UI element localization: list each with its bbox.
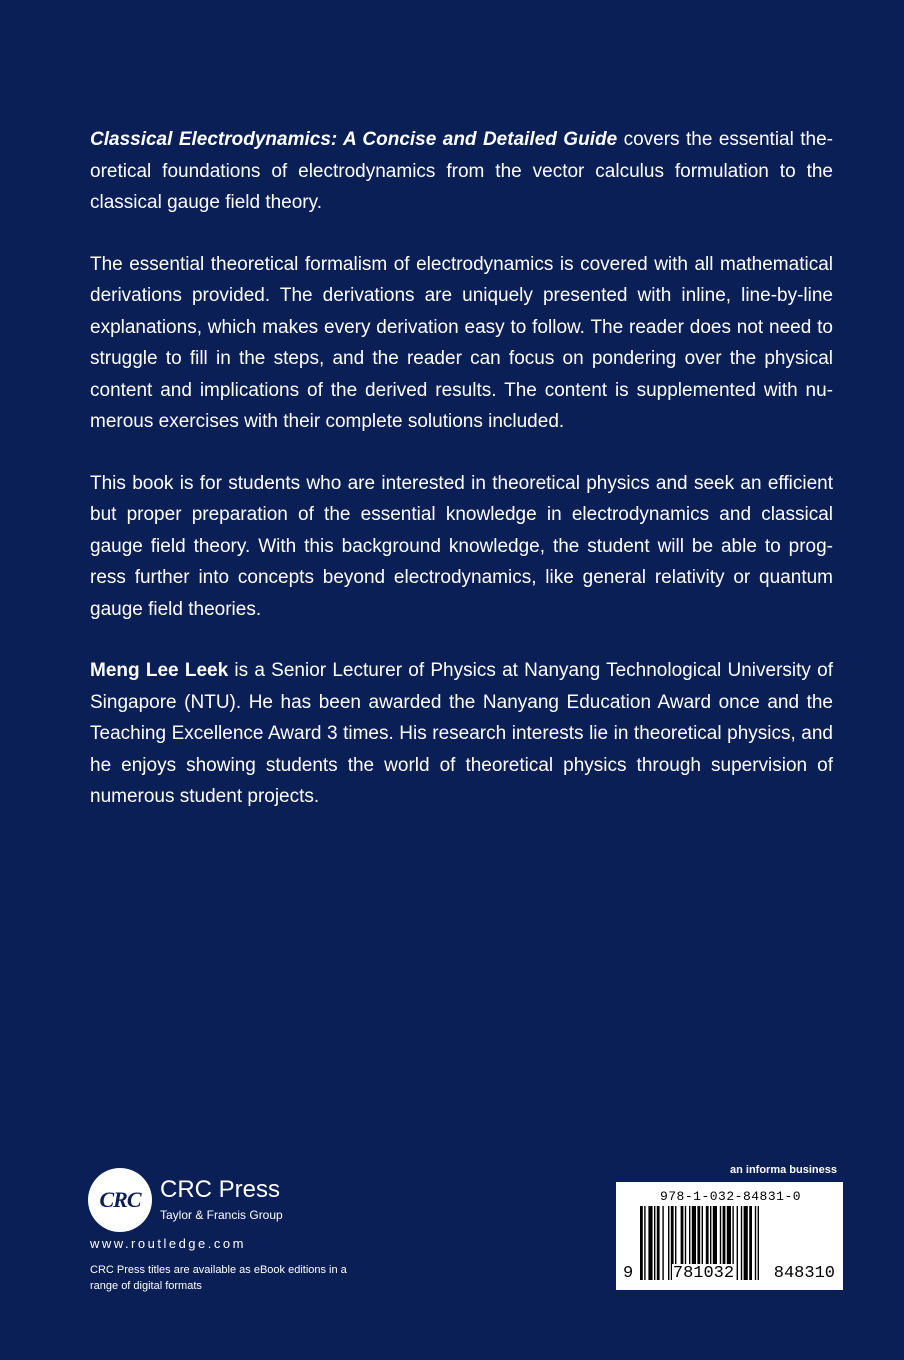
informa-tagline: an informa business: [730, 1164, 837, 1176]
isbn-number: 978-1-032-84831-0: [659, 1189, 802, 1204]
author-bio: [90, 655, 833, 813]
barcode-digits: [622, 1264, 836, 1283]
blurb-paragraph-1: [90, 124, 833, 219]
ebook-note: CRC Press titles are available as eBook editions in a range of digital formats: [90, 1264, 347, 1292]
blurb-paragraph-1-text: covers the essential the-oretical foundations of electrodynamics from the vector calculus formulation to the classical gauge field theory.: [90, 129, 833, 213]
publisher-name: CRC Press: [160, 1176, 281, 1203]
barcode-digits-left: 781032: [672, 1264, 735, 1283]
isbn-barcode: [616, 1182, 843, 1290]
barcode-digit-prefix: 9: [623, 1264, 634, 1283]
publisher-group: Taylor & Francis Group: [160, 1208, 283, 1222]
publisher-website: www.routledge.com: [90, 1236, 246, 1251]
barcode-digits-right: 848310: [773, 1264, 835, 1283]
author-bio-text: is a Senior Lecturer of Physics at Nanyang Technological University of Singapore (NTU). He has been awarded the Nanyang Education Award once and the Teaching Excellence Award 3 times. His research interests lie in theoretical physics, and he enjoys showing students the world of theoretical physics through supervision of numerous student projects.: [90, 660, 833, 807]
crc-logo-icon: CRC: [88, 1168, 152, 1232]
book-title: Classical Electrodynamics: A Concise and Detailed Guide: [90, 129, 618, 150]
blurb-paragraph-2: The essential theoretical formalism of electrodynamics is covered with all mathematical derivations provided. The derivations are uniquely presented with inline, line-by-line explanations, which makes every derivation easy to follow. The reader does not need to struggle to fill in the steps, and the reader can focus on pondering over the physical content and implications of the derived results. The content is supplemented with nu-merous exercises with their complete solutions included.: [90, 253, 833, 432]
blurb-paragraph-3: This book is for students who are interested in theoretical physics and seek an efficient but proper preparation of the essential knowledge in electrodynamics and classical gauge field theory. With this background knowledge, the student will be able to prog-ress further into concepts beyond electrodynamics, like general relativity or quantum gauge field theories.: [90, 472, 833, 620]
back-cover-blurb: [90, 124, 833, 843]
author-name: Meng Lee Leek: [90, 660, 229, 681]
